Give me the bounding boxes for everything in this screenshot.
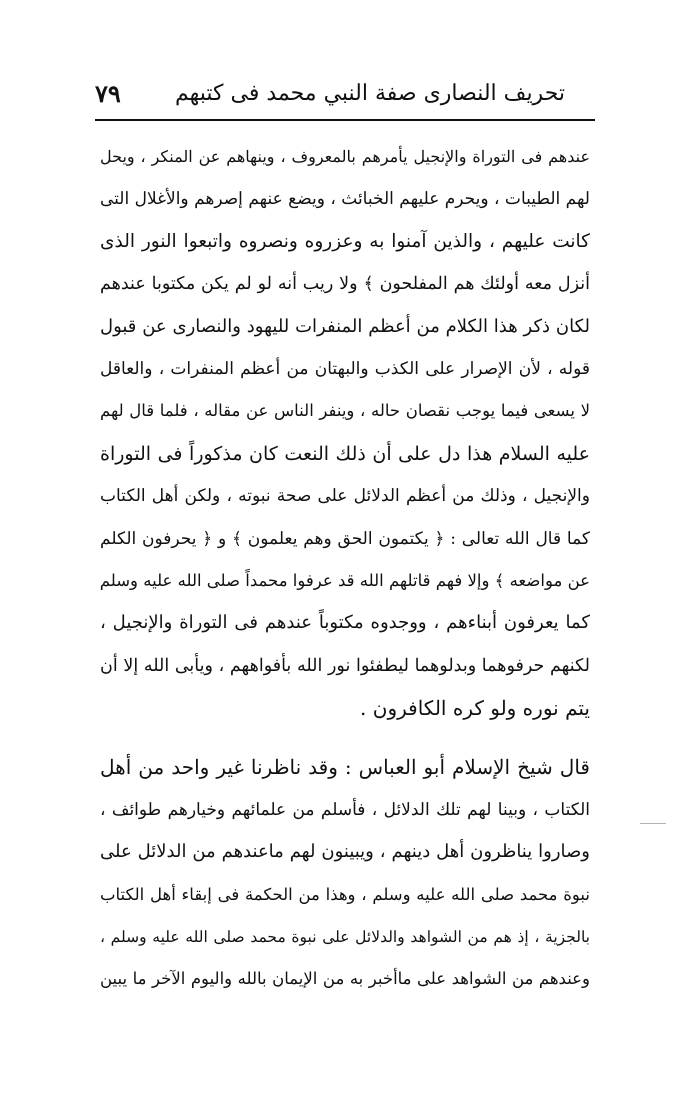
margin-mark <box>640 823 666 824</box>
text-line: بالجزية ، إذ هم من الشواهد والدلائل على نبوة محمد صلى الله عليه وسلم ، <box>100 928 590 947</box>
text-line: الكتاب ، وبينا لهم تلك الدلائل ، فأسلم من علمائهم وخيارهم طوائف ، <box>100 799 590 820</box>
paragraph-2 <box>100 746 590 1000</box>
text-line: كما يعرفون أبناءهم ، ووجدوه مكتوباً عندهم فى التوراة والإنجيل ، <box>100 612 590 634</box>
text-line: كما قال الله تعالى : ﴿ يكتمون الحق وهم يعلمون ﴾ و ﴿ يحرفون الكلم <box>100 528 590 549</box>
text-line: لكنهم حرفوهما وبدلوهما ليطفئوا نور الله بأفواههم ، ويأبى الله إلا أن <box>100 655 590 676</box>
running-title: تحريف النصارى صفة النبي محمد فى كتبهم <box>174 81 566 106</box>
text-line: لهم الطيبات ، ويحرم عليهم الخبائث ، ويضع عنهم إصرهم والأغلال التى <box>100 189 590 210</box>
text-line: عندهم فى التوراة والإنجيل يأمرهم بالمعروف ، وينهاهم عن المنكر ، ويحل <box>100 147 590 166</box>
text-line: لا يسعى فيما يوجب نقصان حاله ، وينفر الناس عن مقاله ، فلما قال لهم <box>100 401 590 421</box>
text-line: والإنجيل ، وذلك من أعظم الدلائل على صحة نبوته ، ولكن أهل الكتاب <box>100 486 590 507</box>
text-line: عليه السلام هذا دل على أن ذلك النعت كان مذكوراً فى التوراة <box>100 442 590 465</box>
text-line: نبوة محمد صلى الله عليه وسلم ، وهذا من الحكمة فى إبقاء أهل الكتاب <box>100 884 590 904</box>
text-line: لكان ذكر هذا الكلام من أعظم المنفرات لليهود والنصارى عن قبول <box>100 315 590 337</box>
paragraph-1 <box>100 136 590 729</box>
header-rule <box>95 119 595 121</box>
page-header <box>95 78 595 112</box>
text-line: أنزل معه أولئك هم المفلحون ﴾ ولا ريب أنه لو لم يكن مكتوبا عندهم <box>100 274 590 295</box>
text-line: قوله ، لأن الإصرار على الكذب والبهتان من أعظم المنفرات ، والعاقل <box>100 358 590 379</box>
text-line: كانت عليهم ، والذين آمنوا به وعزروه ونصروه واتبعوا النور الذى <box>100 230 590 252</box>
text-line: قال شيخ الإسلام أبو العباس : وقد ناظرنا غير واحد من أهل <box>100 755 590 780</box>
text-line: عن مواضعه ﴾ وإلا فهم قاتلهم الله قد عرفوا محمداً صلى الله عليه وسلم <box>100 570 590 590</box>
body-text <box>100 136 590 1001</box>
text-line: يتم نوره ولو كره الكافرون . <box>360 696 590 721</box>
paragraph-gap <box>100 729 590 746</box>
text-line: وعندهم من الشواهد على ماأخبر به من الإيمان بالله واليوم الآخر ما يبين <box>100 969 590 989</box>
text-line: وصاروا يناظرون أهل دينهم ، ويبينون لهم ماعندهم من الدلائل على <box>100 841 590 863</box>
page-number: ٧٩ <box>95 79 121 108</box>
